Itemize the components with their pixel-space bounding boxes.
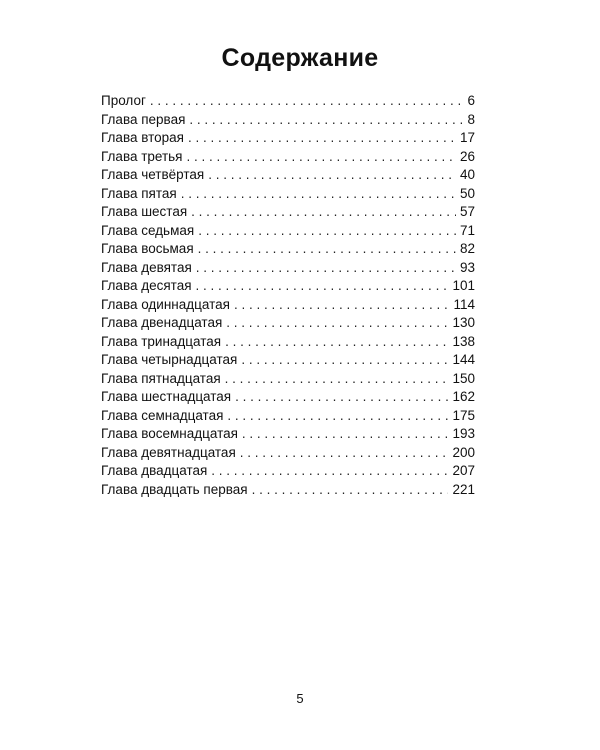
toc-entry-label: Глава восьмая	[101, 241, 194, 256]
toc-entry-chapter-21[interactable]	[101, 481, 475, 500]
toc-entry-chapter-7[interactable]	[101, 222, 475, 241]
toc-entry-label: Глава шестая	[101, 204, 188, 219]
toc-entry-label: Глава первая	[101, 111, 186, 127]
toc-entry-chapter-8[interactable]	[101, 240, 475, 259]
toc-entry-label: Глава четвёртая	[101, 167, 205, 182]
toc-entry-chapter-5[interactable]	[101, 185, 475, 204]
toc-entry-label: Пролог	[101, 93, 146, 108]
toc-entry-chapter-4[interactable]	[101, 166, 475, 185]
dot-leader	[227, 407, 448, 426]
toc-entry-chapter-19[interactable]	[101, 444, 475, 463]
toc-entry-page: 71	[459, 222, 475, 238]
toc-entry-page: 221	[452, 481, 475, 497]
toc-entry-prologue[interactable]	[101, 92, 475, 111]
toc-entry-page: 93	[459, 259, 475, 275]
toc-entry-label: Глава девятая	[101, 259, 192, 275]
toc-entry-chapter-2[interactable]	[101, 129, 475, 148]
toc-entry-page: 200	[452, 444, 475, 460]
dot-leader	[198, 222, 456, 241]
toc-entry-label: Глава пятая	[101, 185, 177, 201]
toc-entry-chapter-12[interactable]	[101, 314, 475, 333]
toc-entry-chapter-6[interactable]	[101, 203, 475, 222]
toc-entry-chapter-1[interactable]	[101, 111, 475, 130]
toc-entry-label: Глава тринадцатая	[101, 333, 222, 349]
toc-entry-page: 50	[459, 185, 475, 201]
toc-entry-page: 114	[453, 296, 475, 312]
toc-entry-page: 82	[459, 241, 475, 256]
toc-entry-label: Глава двадцать первая	[101, 481, 248, 497]
toc-entry-page: 26	[459, 148, 475, 164]
toc-entry-page: 101	[452, 278, 475, 293]
toc-entry-label: Глава одиннадцатая	[101, 296, 230, 312]
page-title: Содержание	[221, 44, 379, 72]
toc-entry-chapter-3[interactable]	[101, 148, 475, 167]
toc-entry-page: 144	[452, 352, 475, 367]
toc-entry-page: 138	[452, 333, 475, 349]
toc-entry-label: Глава седьмая	[101, 222, 195, 238]
dot-leader	[234, 296, 450, 315]
toc-entry-chapter-18[interactable]	[101, 425, 475, 444]
toc-entry-page: 162	[452, 389, 475, 404]
toc-entry-page: 193	[452, 426, 475, 441]
dot-leader	[150, 92, 464, 111]
toc-entry-chapter-17[interactable]	[101, 407, 475, 426]
dot-leader	[211, 462, 448, 481]
toc-entry-label: Глава вторая	[101, 130, 184, 145]
dot-leader	[241, 351, 448, 370]
dot-leader	[226, 314, 448, 333]
toc-entry-page: 40	[459, 167, 475, 182]
toc-entry-page: 130	[452, 315, 475, 330]
toc-entry-chapter-14[interactable]	[101, 351, 475, 370]
toc-entry-label: Глава двадцатая	[101, 463, 208, 478]
dot-leader	[235, 388, 448, 407]
toc-entry-label: Глава четырнадцатая	[101, 352, 238, 367]
dot-leader	[252, 481, 449, 500]
dot-leader	[188, 129, 456, 148]
toc-entry-chapter-11[interactable]	[101, 296, 475, 315]
page-number: 5	[296, 691, 304, 706]
table-of-contents	[101, 92, 475, 499]
toc-entry-page: 150	[452, 370, 475, 386]
toc-entry-chapter-10[interactable]	[101, 277, 475, 296]
toc-entry-chapter-9[interactable]	[101, 259, 475, 278]
dot-leader	[189, 111, 463, 130]
toc-entry-chapter-16[interactable]	[101, 388, 475, 407]
toc-entry-label: Глава пятнадцатая	[101, 370, 221, 386]
toc-entry-label: Глава двенадцатая	[101, 315, 223, 330]
toc-entry-label: Глава шестнадцатая	[101, 389, 232, 404]
toc-entry-chapter-20[interactable]	[101, 462, 475, 481]
toc-entry-page: 8	[467, 111, 475, 127]
toc-entry-label: Глава девятнадцатая	[101, 444, 236, 460]
toc-entry-page: 175	[452, 407, 475, 423]
dot-leader	[198, 240, 456, 259]
toc-entry-chapter-15[interactable]	[101, 370, 475, 389]
dot-leader	[240, 444, 449, 463]
toc-entry-page: 6	[467, 93, 475, 108]
dot-leader	[196, 259, 456, 278]
toc-entry-label: Глава семнадцатая	[101, 407, 224, 423]
dot-leader	[225, 370, 449, 389]
dot-leader	[242, 425, 449, 444]
toc-entry-label: Глава восемнадцатая	[101, 426, 238, 441]
dot-leader	[225, 333, 448, 352]
toc-entry-label: Глава десятая	[101, 278, 192, 293]
dot-leader	[181, 185, 456, 204]
toc-entry-chapter-13[interactable]	[101, 333, 475, 352]
dot-leader	[191, 203, 456, 222]
toc-entry-page: 57	[459, 204, 475, 219]
toc-entry-page: 207	[452, 463, 475, 478]
dot-leader	[187, 148, 456, 167]
toc-entry-page: 17	[459, 130, 475, 145]
dot-leader	[196, 277, 449, 296]
toc-entry-label: Глава третья	[101, 148, 183, 164]
dot-leader	[208, 166, 456, 185]
